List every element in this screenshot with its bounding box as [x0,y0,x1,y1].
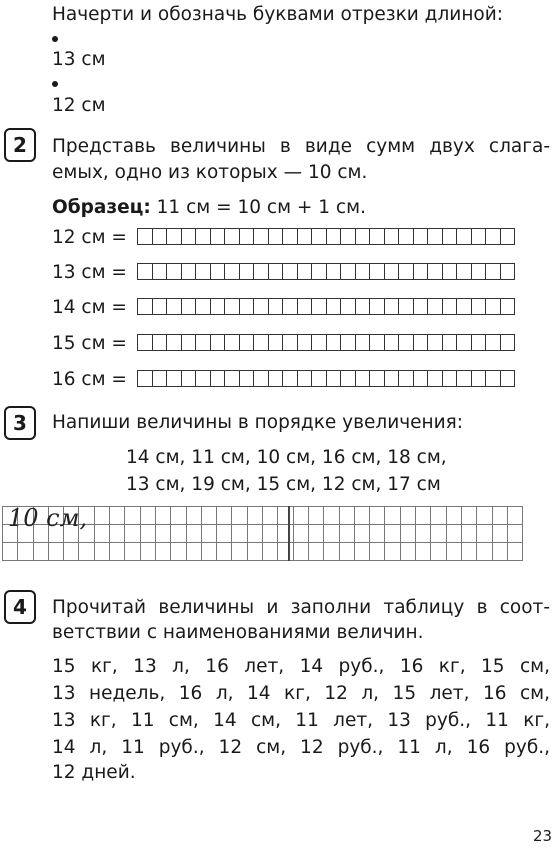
answer-cell[interactable] [166,263,182,280]
answer-cell[interactable] [297,298,313,315]
grid-cell[interactable] [461,506,477,525]
grid-cell[interactable] [339,542,355,561]
grid-cell[interactable] [400,524,416,543]
answer-grid-row[interactable] [2,542,522,561]
answer-cell[interactable] [369,228,385,245]
answer-cell[interactable] [413,263,429,280]
answer-cell[interactable] [282,334,298,351]
answer-cell[interactable] [137,263,153,280]
grid-cell[interactable] [94,524,110,543]
answer-cell[interactable] [253,370,269,387]
answer-cell[interactable] [224,263,240,280]
answer-cell[interactable] [253,298,269,315]
task2-number-badge: 2 [4,128,36,162]
answer-cell[interactable] [500,228,516,245]
grid-cell[interactable] [186,524,202,543]
answer-cell[interactable] [268,228,284,245]
task1-instruction: Начерти и обозначь буквами отрезки длиной: [52,4,503,25]
task2-sample [52,199,366,218]
task4-instruction-line2: ветствии с наименованиями величин. [52,622,424,643]
answer-cell[interactable] [268,370,284,387]
grid-cell[interactable] [446,506,462,525]
grid-cell[interactable] [369,524,385,543]
grid-cell[interactable] [17,542,33,561]
answer-cell[interactable] [471,334,487,351]
answer-cell[interactable] [152,370,168,387]
answer-cell[interactable] [369,298,385,315]
task4-values-line: 13 недель, 16 л, 14 кг, 12 л, 15 лет, 16 см, [52,683,550,704]
task1-item-2: 12 см [52,95,106,116]
answer-cell[interactable] [384,298,400,315]
answer-cell[interactable] [340,370,356,387]
answer-cell[interactable] [137,228,153,245]
grid-cell[interactable] [109,524,125,543]
answer-cell[interactable] [413,334,429,351]
grid-cell[interactable] [293,506,309,525]
grid-cell[interactable] [354,506,370,525]
grid-cell[interactable] [461,542,477,561]
answer-cell[interactable] [369,263,385,280]
answer-cell[interactable] [500,263,516,280]
grid-cell[interactable] [216,524,232,543]
grid-cell[interactable] [201,524,217,543]
answer-cell[interactable] [485,263,501,280]
answer-cell[interactable] [210,228,226,245]
answer-cell[interactable] [398,334,414,351]
sample-label: Образец: [52,197,151,218]
answer-cell[interactable] [282,228,298,245]
answer-cell[interactable] [152,298,168,315]
task3-values-line2: 13 см, 19 см, 15 см, 12 см, 17 см [126,474,441,495]
grid-cell[interactable] [507,524,523,543]
grid-cell[interactable] [94,542,110,561]
task3-values-line1: 14 см, 11 см, 10 см, 16 см, 18 см, [126,447,447,468]
answer-cell[interactable] [195,334,211,351]
task3-instruction: Напиши величины в порядке увеличения: [52,412,464,433]
answer-cell[interactable] [181,298,197,315]
answer-cell[interactable] [384,263,400,280]
answer-cell[interactable] [282,370,298,387]
answer-cell[interactable] [152,263,168,280]
answer-cell[interactable] [210,370,226,387]
answer-cell[interactable] [311,298,327,315]
grid-cell[interactable] [323,524,339,543]
answer-cell[interactable] [340,263,356,280]
answer-cell[interactable] [427,370,443,387]
grid-cell[interactable] [216,506,232,525]
answer-cell[interactable] [471,228,487,245]
grid-cell[interactable] [140,542,156,561]
grid-cell[interactable] [492,524,508,543]
answer-cell[interactable] [442,370,458,387]
grid-cell[interactable] [415,506,431,525]
answer-cell[interactable] [398,370,414,387]
answer-cell[interactable] [326,228,342,245]
grid-cell[interactable] [231,524,247,543]
answer-cell[interactable] [485,334,501,351]
grid-cell[interactable] [308,542,324,561]
answer-cell[interactable] [413,370,429,387]
answer-cell[interactable] [224,370,240,387]
task2-instruction-line1: Представь величины в виде сумм двух слага- [52,136,550,157]
answer-cell[interactable] [181,334,197,351]
grid-cell[interactable] [323,542,339,561]
answer-cell[interactable] [137,334,153,351]
grid-cell[interactable] [262,506,278,525]
answer-cell[interactable] [297,370,313,387]
answer-cell[interactable] [398,263,414,280]
grid-cell[interactable] [155,524,171,543]
grid-cell[interactable] [186,506,202,525]
answer-cell[interactable] [384,334,400,351]
answer-cell[interactable] [210,263,226,280]
answer-cells[interactable] [137,228,514,245]
grid-cell[interactable] [293,524,309,543]
answer-cell[interactable] [253,263,269,280]
answer-cell[interactable] [398,298,414,315]
answer-cell[interactable] [268,263,284,280]
answer-cell[interactable] [166,334,182,351]
answer-cell[interactable] [253,228,269,245]
answer-cell[interactable] [152,334,168,351]
answer-cell[interactable] [297,263,313,280]
grid-cell[interactable] [369,542,385,561]
grid-cell[interactable] [277,542,293,561]
answer-cell[interactable] [384,228,400,245]
answer-cell[interactable] [340,228,356,245]
grid-cell[interactable] [78,542,94,561]
answer-cell[interactable] [427,334,443,351]
answer-cell[interactable] [485,298,501,315]
grid-cell[interactable] [400,506,416,525]
task2-row-label: 16 см = [52,369,127,390]
grid-cell[interactable] [33,542,49,561]
grid-cell[interactable] [124,542,140,561]
answer-cell[interactable] [166,228,182,245]
answer-cell[interactable] [456,263,472,280]
answer-cell[interactable] [427,228,443,245]
answer-cell[interactable] [456,370,472,387]
answer-cell[interactable] [326,334,342,351]
task4-number-badge: 4 [4,590,36,624]
handwritten-answer: 10 см, [8,504,88,532]
grid-cell[interactable] [492,542,508,561]
answer-cell[interactable] [442,298,458,315]
answer-cell[interactable] [471,370,487,387]
answer-cell[interactable] [224,334,240,351]
answer-cell[interactable] [152,228,168,245]
grid-cell[interactable] [170,524,186,543]
grid-cell[interactable] [430,524,446,543]
answer-cell[interactable] [224,228,240,245]
grid-cell[interactable] [384,524,400,543]
grid-cell[interactable] [231,506,247,525]
answer-cell[interactable] [268,298,284,315]
grid-cell[interactable] [507,506,523,525]
answer-cell[interactable] [326,370,342,387]
grid-cell[interactable] [339,506,355,525]
answer-cell[interactable] [340,334,356,351]
answer-cell[interactable] [166,298,182,315]
answer-cell[interactable] [427,263,443,280]
task2-row-label: 15 см = [52,333,127,354]
grid-cell[interactable] [461,524,477,543]
grid-cell[interactable] [354,542,370,561]
answer-cell[interactable] [311,263,327,280]
grid-cell[interactable] [277,524,293,543]
answer-cell[interactable] [137,298,153,315]
answer-cell[interactable] [297,334,313,351]
grid-cell[interactable] [247,506,263,525]
answer-cell[interactable] [355,298,371,315]
answer-cell[interactable] [181,263,197,280]
answer-cell[interactable] [456,334,472,351]
answer-cell[interactable] [181,370,197,387]
grid-cell[interactable] [140,524,156,543]
grid-cell[interactable] [446,542,462,561]
answer-cells[interactable] [137,263,514,280]
grid-cell[interactable] [369,506,385,525]
answer-cell[interactable] [282,263,298,280]
grid-cell[interactable] [247,542,263,561]
answer-cell[interactable] [253,334,269,351]
task4-values-line: 14 л, 11 руб., 12 см, 12 руб., 11 л, 16 руб., [52,737,550,758]
sample-text: 11 см = 10 см + 1 см. [150,197,366,218]
answer-cell[interactable] [239,263,255,280]
answer-cells[interactable] [137,334,514,351]
grid-cell[interactable] [430,506,446,525]
grid-cell[interactable] [140,506,156,525]
grid-cell[interactable] [247,524,263,543]
bullet-marker [52,36,58,42]
answer-cell[interactable] [485,228,501,245]
answer-cell[interactable] [195,370,211,387]
grid-cell[interactable] [308,524,324,543]
grid-cell[interactable] [415,542,431,561]
grid-cell[interactable] [124,506,140,525]
answer-cell[interactable] [369,370,385,387]
grid-cell[interactable] [2,542,18,561]
grid-cell[interactable] [400,542,416,561]
answer-cell[interactable] [398,228,414,245]
answer-cell[interactable] [384,370,400,387]
answer-cell[interactable] [500,370,516,387]
grid-cell[interactable] [476,542,492,561]
answer-cell[interactable] [311,370,327,387]
grid-cell[interactable] [170,506,186,525]
answer-cell[interactable] [413,228,429,245]
grid-cell[interactable] [262,542,278,561]
answer-cell[interactable] [181,228,197,245]
answer-cell[interactable] [239,228,255,245]
answer-cell[interactable] [210,334,226,351]
grid-cell[interactable] [384,542,400,561]
grid-cell[interactable] [492,506,508,525]
grid-divider [288,506,290,561]
answer-cell[interactable] [442,334,458,351]
answer-cell[interactable] [239,370,255,387]
answer-cells[interactable] [137,370,514,387]
grid-cell[interactable] [507,542,523,561]
answer-cell[interactable] [195,263,211,280]
answer-cell[interactable] [456,228,472,245]
answer-cell[interactable] [485,370,501,387]
answer-cell[interactable] [311,334,327,351]
grid-cell[interactable] [155,506,171,525]
task4-values-line: 15 кг, 13 л, 16 лет, 14 руб., 16 кг, 15 см, [52,656,550,677]
grid-cell[interactable] [170,542,186,561]
task2-row-label: 13 см = [52,262,127,283]
bullet-marker [52,81,58,87]
grid-cell[interactable] [415,524,431,543]
grid-cell[interactable] [476,524,492,543]
grid-cell[interactable] [476,506,492,525]
answer-cell[interactable] [195,298,211,315]
answer-cell[interactable] [500,334,516,351]
grid-cell[interactable] [109,542,125,561]
task4-values-line: 13 кг, 11 см, 14 см, 11 лет, 13 руб., 11 кг, [52,710,550,731]
answer-cell[interactable] [500,298,516,315]
answer-cell[interactable] [369,334,385,351]
task1-item-1: 13 см [52,49,106,70]
grid-cell[interactable] [262,524,278,543]
answer-cell[interactable] [442,263,458,280]
task4-instruction-line1: Прочитай величины и заполни таблицу в соот- [52,597,550,618]
task3-number-badge: 3 [4,406,36,440]
grid-cell[interactable] [94,506,110,525]
answer-cell[interactable] [137,370,153,387]
grid-cell[interactable] [323,506,339,525]
grid-cell[interactable] [293,542,309,561]
answer-cell[interactable] [456,298,472,315]
grid-cell[interactable] [430,542,446,561]
page-number: 23 [533,827,553,845]
answer-cell[interactable] [326,298,342,315]
grid-cell[interactable] [155,542,171,561]
answer-cell[interactable] [311,228,327,245]
answer-cell[interactable] [195,228,211,245]
answer-cell[interactable] [224,298,240,315]
grid-cell[interactable] [339,524,355,543]
grid-cell[interactable] [308,506,324,525]
grid-cell[interactable] [109,506,125,525]
task2-row-label: 14 см = [52,297,127,318]
grid-cell[interactable] [384,506,400,525]
grid-cell[interactable] [354,524,370,543]
grid-cell[interactable] [201,542,217,561]
answer-cell[interactable] [442,228,458,245]
task4-values-line: 12 дней. [52,762,136,783]
answer-cell[interactable] [471,263,487,280]
answer-cell[interactable] [239,298,255,315]
answer-cell[interactable] [427,298,443,315]
answer-cell[interactable] [355,334,371,351]
grid-cell[interactable] [48,542,64,561]
answer-cell[interactable] [297,228,313,245]
grid-cell[interactable] [231,542,247,561]
answer-cell[interactable] [413,298,429,315]
answer-cell[interactable] [268,334,284,351]
answer-cell[interactable] [355,228,371,245]
answer-cell[interactable] [340,298,356,315]
answer-cell[interactable] [355,370,371,387]
grid-cell[interactable] [63,542,79,561]
grid-cell[interactable] [201,506,217,525]
grid-cell[interactable] [186,542,202,561]
answer-cell[interactable] [326,263,342,280]
task2-instruction-line2: емых, одно из которых — 10 см. [52,162,368,183]
answer-cell[interactable] [282,298,298,315]
grid-cell[interactable] [446,524,462,543]
grid-cell[interactable] [277,506,293,525]
grid-cell[interactable] [216,542,232,561]
task2-row-label: 12 см = [52,227,127,248]
answer-cell[interactable] [210,298,226,315]
grid-cell[interactable] [124,524,140,543]
answer-cell[interactable] [471,298,487,315]
answer-cell[interactable] [166,370,182,387]
answer-cell[interactable] [239,334,255,351]
answer-cells[interactable] [137,298,514,315]
answer-cell[interactable] [355,263,371,280]
